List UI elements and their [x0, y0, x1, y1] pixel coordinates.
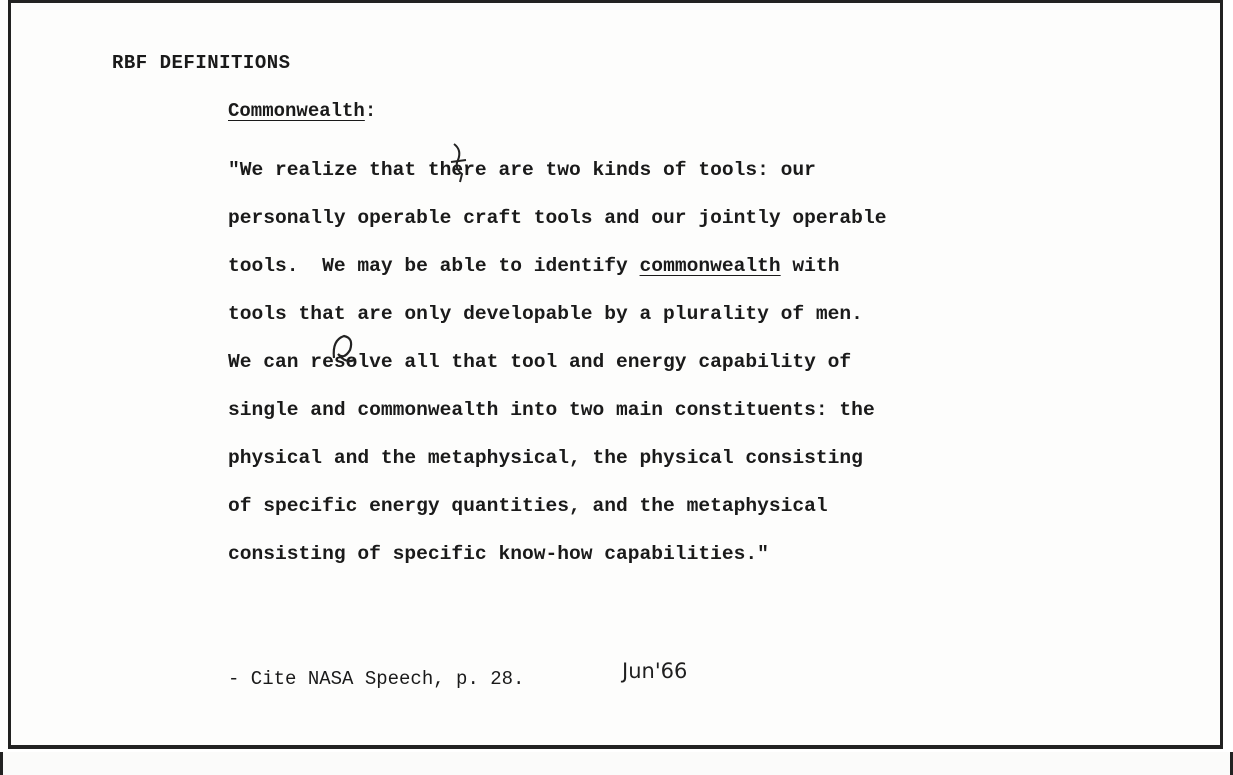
handwritten-date: Jun'66 [622, 659, 688, 683]
term-colon: : [364, 100, 377, 122]
quote-line: We can resolve all that tool and energy capability of [228, 351, 852, 373]
underlined-term: commonwealth [639, 255, 781, 277]
page-title: RBF DEFINITIONS [112, 52, 291, 74]
term-label: Commonwealth [228, 100, 365, 122]
quote-line: physical and the metaphysical, the physical consisting [228, 447, 863, 469]
quote-line: single and commonwealth into two main constituents: the [228, 399, 875, 421]
handwritten-correction-mark [328, 330, 358, 370]
handwritten-caret-mark [448, 140, 470, 184]
next-card-edge [0, 752, 1233, 775]
quote-line: personally operable craft tools and our jointly operable [228, 207, 887, 229]
quote-line: "We realize that there are two kinds of tools: our [228, 159, 816, 181]
quote-line: tools that are only developable by a plurality of men. [228, 303, 863, 325]
citation: - Cite NASA Speech, p. 28. [228, 668, 525, 690]
quote-line: consisting of specific know-how capabilities." [228, 543, 769, 565]
term-heading [228, 100, 376, 122]
quote-line: of specific energy quantities, and the metaphysical [228, 495, 828, 517]
quote-line: tools. We may be able to identify commonwealth with [228, 255, 840, 277]
